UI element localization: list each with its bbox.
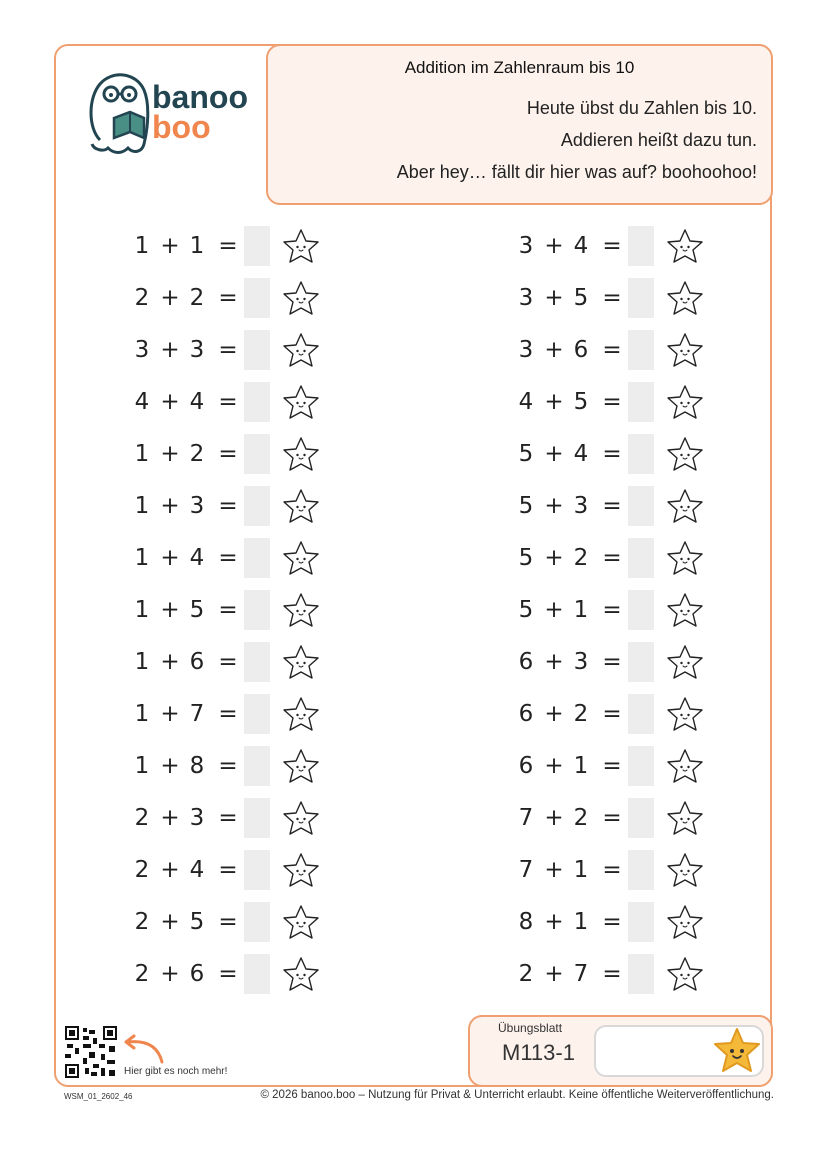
addend-2: 1: [573, 597, 589, 623]
worksheet-label: Übungsblatt: [498, 1021, 563, 1035]
exercise-row: [514, 590, 754, 630]
exercise-row: [514, 538, 754, 578]
addend-1: 7: [518, 805, 534, 831]
addend-1: 6: [518, 701, 534, 727]
equals-sign: =: [218, 909, 238, 935]
answer-box[interactable]: [628, 954, 654, 994]
plus-sign: +: [160, 285, 180, 311]
star-outline-icon[interactable]: [282, 488, 320, 524]
equals-sign: =: [602, 389, 622, 415]
exercise-row: [514, 642, 754, 682]
star-outline-icon[interactable]: [666, 540, 704, 576]
answer-box[interactable]: [244, 590, 270, 630]
addend-1: 3: [134, 337, 150, 363]
star-outline-icon[interactable]: [666, 436, 704, 472]
star-outline-icon[interactable]: [282, 696, 320, 732]
addend-2: 4: [189, 389, 205, 415]
answer-box[interactable]: [244, 746, 270, 786]
star-outline-icon[interactable]: [666, 384, 704, 420]
addend-1: 4: [518, 389, 534, 415]
star-outline-icon[interactable]: [282, 540, 320, 576]
plus-sign: +: [544, 909, 564, 935]
instruction-line-2: Addieren heißt dazu tun.: [560, 130, 757, 150]
addend-2: 1: [573, 857, 589, 883]
plus-sign: +: [160, 389, 180, 415]
addend-2: 7: [189, 701, 205, 727]
star-outline-icon[interactable]: [666, 488, 704, 524]
star-outline-icon[interactable]: [666, 852, 704, 888]
plus-sign: +: [544, 805, 564, 831]
equals-sign: =: [218, 805, 238, 831]
star-outline-icon[interactable]: [282, 644, 320, 680]
star-outline-icon[interactable]: [282, 280, 320, 316]
addend-1: 1: [134, 701, 150, 727]
addend-2: 4: [573, 441, 589, 467]
equals-sign: =: [218, 441, 238, 467]
exercise-row: [130, 486, 370, 526]
star-outline-icon[interactable]: [666, 228, 704, 264]
worksheet-title: Addition im Zahlenraum bis 10: [404, 58, 635, 77]
plus-sign: +: [544, 233, 564, 259]
addend-1: 3: [518, 233, 534, 259]
instruction-line-3: Aber hey… fällt dir hier was auf? boohoohoo!: [396, 162, 757, 182]
star-outline-icon[interactable]: [666, 592, 704, 628]
answer-box[interactable]: [628, 226, 654, 266]
exercise-row: [130, 798, 370, 838]
brand-line-1: banoo: [152, 79, 248, 115]
plus-sign: +: [160, 753, 180, 779]
addend-1: 3: [518, 337, 534, 363]
answer-box[interactable]: [244, 642, 270, 682]
exercise-row: [130, 590, 370, 630]
plus-sign: +: [544, 701, 564, 727]
equals-sign: =: [218, 701, 238, 727]
star-outline-icon[interactable]: [282, 332, 320, 368]
equals-sign: =: [602, 857, 622, 883]
addend-1: 1: [134, 597, 150, 623]
equals-sign: =: [602, 961, 622, 987]
equals-sign: =: [602, 337, 622, 363]
plus-sign: +: [544, 285, 564, 311]
star-outline-icon[interactable]: [282, 852, 320, 888]
answer-box[interactable]: [244, 850, 270, 890]
equals-sign: =: [602, 441, 622, 467]
addend-1: 4: [134, 389, 150, 415]
exercise-row: [130, 278, 370, 318]
answer-box[interactable]: [628, 434, 654, 474]
addend-1: 8: [518, 909, 534, 935]
star-outline-icon[interactable]: [666, 956, 704, 992]
exercise-row: [514, 798, 754, 838]
equals-sign: =: [602, 545, 622, 571]
exercise-row: [514, 850, 754, 890]
plus-sign: +: [544, 649, 564, 675]
addend-1: 2: [134, 961, 150, 987]
plus-sign: +: [160, 857, 180, 883]
equals-sign: =: [218, 233, 238, 259]
star-outline-icon[interactable]: [282, 904, 320, 940]
exercise-row: [130, 226, 370, 266]
answer-box[interactable]: [628, 746, 654, 786]
equals-sign: =: [218, 649, 238, 675]
answer-box[interactable]: [244, 330, 270, 370]
answer-box[interactable]: [244, 434, 270, 474]
star-outline-icon[interactable]: [282, 228, 320, 264]
brand-wordmark: [152, 79, 248, 145]
plus-sign: +: [160, 597, 180, 623]
addend-2: 3: [189, 493, 205, 519]
addend-1: 5: [518, 545, 534, 571]
equals-sign: =: [602, 233, 622, 259]
addend-1: 1: [134, 649, 150, 675]
addend-2: 6: [189, 649, 205, 675]
star-outline-icon[interactable]: [282, 748, 320, 784]
answer-box[interactable]: [628, 382, 654, 422]
addend-1: 1: [134, 545, 150, 571]
exercise-row: [130, 694, 370, 734]
instructions-box: [266, 44, 773, 205]
addend-1: 5: [518, 493, 534, 519]
answer-box[interactable]: [628, 642, 654, 682]
footer-code: WSM_01_2602_46: [64, 1092, 133, 1101]
answer-box[interactable]: [628, 850, 654, 890]
plus-sign: +: [544, 441, 564, 467]
plus-sign: +: [160, 233, 180, 259]
answer-box[interactable]: [244, 538, 270, 578]
addend-2: 1: [573, 909, 589, 935]
star-outline-icon[interactable]: [666, 332, 704, 368]
exercise-row: [514, 746, 754, 786]
answer-box[interactable]: [628, 590, 654, 630]
plus-sign: +: [160, 441, 180, 467]
qr-code-icon[interactable]: [65, 1026, 117, 1078]
equals-sign: =: [602, 701, 622, 727]
addend-1: 7: [518, 857, 534, 883]
plus-sign: +: [544, 961, 564, 987]
exercise-row: [514, 382, 754, 422]
star-outline-icon[interactable]: [666, 748, 704, 784]
addend-2: 3: [573, 493, 589, 519]
plus-sign: +: [544, 545, 564, 571]
answer-box[interactable]: [244, 278, 270, 318]
addend-2: 1: [189, 233, 205, 259]
plus-sign: +: [160, 805, 180, 831]
equals-sign: =: [218, 285, 238, 311]
plus-sign: +: [544, 857, 564, 883]
addend-2: 2: [189, 285, 205, 311]
star-outline-icon[interactable]: [666, 280, 704, 316]
answer-box[interactable]: [244, 486, 270, 526]
exercise-row: [514, 330, 754, 370]
plus-sign: +: [544, 597, 564, 623]
equals-sign: =: [218, 597, 238, 623]
addend-1: 5: [518, 597, 534, 623]
star-outline-icon[interactable]: [666, 696, 704, 732]
curved-arrow-icon: [118, 1032, 168, 1066]
star-outline-icon[interactable]: [282, 592, 320, 628]
plus-sign: +: [544, 337, 564, 363]
exercise-row: [130, 642, 370, 682]
star-outline-icon[interactable]: [666, 800, 704, 836]
equals-sign: =: [602, 909, 622, 935]
addend-2: 2: [189, 441, 205, 467]
exercise-row: [130, 954, 370, 994]
addend-1: 2: [134, 909, 150, 935]
equals-sign: =: [218, 961, 238, 987]
addend-2: 6: [189, 961, 205, 987]
star-outline-icon[interactable]: [282, 436, 320, 472]
equals-sign: =: [218, 389, 238, 415]
addend-2: 3: [189, 337, 205, 363]
addend-2: 1: [573, 753, 589, 779]
addend-2: 5: [573, 285, 589, 311]
equals-sign: =: [218, 545, 238, 571]
equals-sign: =: [218, 857, 238, 883]
addend-1: 5: [518, 441, 534, 467]
addend-1: 6: [518, 753, 534, 779]
equals-sign: =: [602, 753, 622, 779]
equals-sign: =: [602, 649, 622, 675]
plus-sign: +: [544, 493, 564, 519]
answer-box[interactable]: [628, 694, 654, 734]
answer-box[interactable]: [244, 226, 270, 266]
exercise-row: [130, 382, 370, 422]
exercise-row: [514, 694, 754, 734]
qr-label: Hier gibt es noch mehr!: [124, 1066, 228, 1077]
addend-1: 1: [134, 493, 150, 519]
answer-box[interactable]: [628, 798, 654, 838]
plus-sign: +: [160, 649, 180, 675]
plus-sign: +: [160, 701, 180, 727]
addend-2: 5: [189, 597, 205, 623]
exercise-row: [514, 486, 754, 526]
plus-sign: +: [160, 961, 180, 987]
instruction-line-1: Heute übst du Zahlen bis 10.: [526, 98, 757, 118]
exercise-row: [130, 330, 370, 370]
equals-sign: =: [602, 597, 622, 623]
footer-copyright: © 2026 banoo.boo – Nutzung für Privat & Unterricht erlaubt. Keine öffentliche Weiterveröffentlichung.: [260, 1089, 774, 1101]
addend-2: 5: [189, 909, 205, 935]
addend-1: 1: [134, 753, 150, 779]
equals-sign: =: [218, 337, 238, 363]
exercise-row: [514, 278, 754, 318]
plus-sign: +: [544, 753, 564, 779]
addend-1: 1: [134, 441, 150, 467]
equals-sign: =: [602, 805, 622, 831]
answer-box[interactable]: [628, 278, 654, 318]
answer-box[interactable]: [628, 538, 654, 578]
plus-sign: +: [544, 389, 564, 415]
exercise-row: [130, 538, 370, 578]
smiling-star-icon: [710, 1026, 764, 1076]
addend-2: 6: [573, 337, 589, 363]
equals-sign: =: [602, 285, 622, 311]
answer-box[interactable]: [244, 954, 270, 994]
addend-1: 6: [518, 649, 534, 675]
worksheet-code: M113-1: [502, 1040, 575, 1065]
addend-2: 8: [189, 753, 205, 779]
addend-2: 2: [573, 805, 589, 831]
answer-box[interactable]: [628, 902, 654, 942]
plus-sign: +: [160, 545, 180, 571]
addend-2: 2: [573, 701, 589, 727]
plus-sign: +: [160, 909, 180, 935]
addend-2: 3: [573, 649, 589, 675]
exercise-row: [130, 434, 370, 474]
exercise-row: [130, 850, 370, 890]
addend-1: 2: [134, 857, 150, 883]
addend-1: 2: [134, 805, 150, 831]
addend-2: 4: [189, 857, 205, 883]
star-outline-icon[interactable]: [666, 904, 704, 940]
exercise-row: [130, 746, 370, 786]
addend-1: 2: [518, 961, 534, 987]
addend-2: 4: [573, 233, 589, 259]
answer-box[interactable]: [628, 486, 654, 526]
plus-sign: +: [160, 493, 180, 519]
answer-box[interactable]: [628, 330, 654, 370]
addend-1: 2: [134, 285, 150, 311]
addend-2: 5: [573, 389, 589, 415]
equals-sign: =: [218, 493, 238, 519]
addend-2: 3: [189, 805, 205, 831]
star-outline-icon[interactable]: [666, 644, 704, 680]
addend-2: 4: [189, 545, 205, 571]
plus-sign: +: [160, 337, 180, 363]
addend-1: 1: [134, 233, 150, 259]
equals-sign: =: [602, 493, 622, 519]
answer-box[interactable]: [244, 798, 270, 838]
answer-box[interactable]: [244, 902, 270, 942]
addend-2: 2: [573, 545, 589, 571]
exercise-row: [514, 902, 754, 942]
star-outline-icon[interactable]: [282, 800, 320, 836]
brand-line-2: boo: [152, 109, 211, 145]
answer-box[interactable]: [244, 694, 270, 734]
exercise-row: [130, 902, 370, 942]
addend-1: 3: [518, 285, 534, 311]
answer-box[interactable]: [244, 382, 270, 422]
star-outline-icon[interactable]: [282, 956, 320, 992]
exercise-row: [514, 954, 754, 994]
equals-sign: =: [218, 753, 238, 779]
addend-2: 7: [573, 961, 589, 987]
exercise-row: [514, 434, 754, 474]
exercise-row: [514, 226, 754, 266]
star-outline-icon[interactable]: [282, 384, 320, 420]
